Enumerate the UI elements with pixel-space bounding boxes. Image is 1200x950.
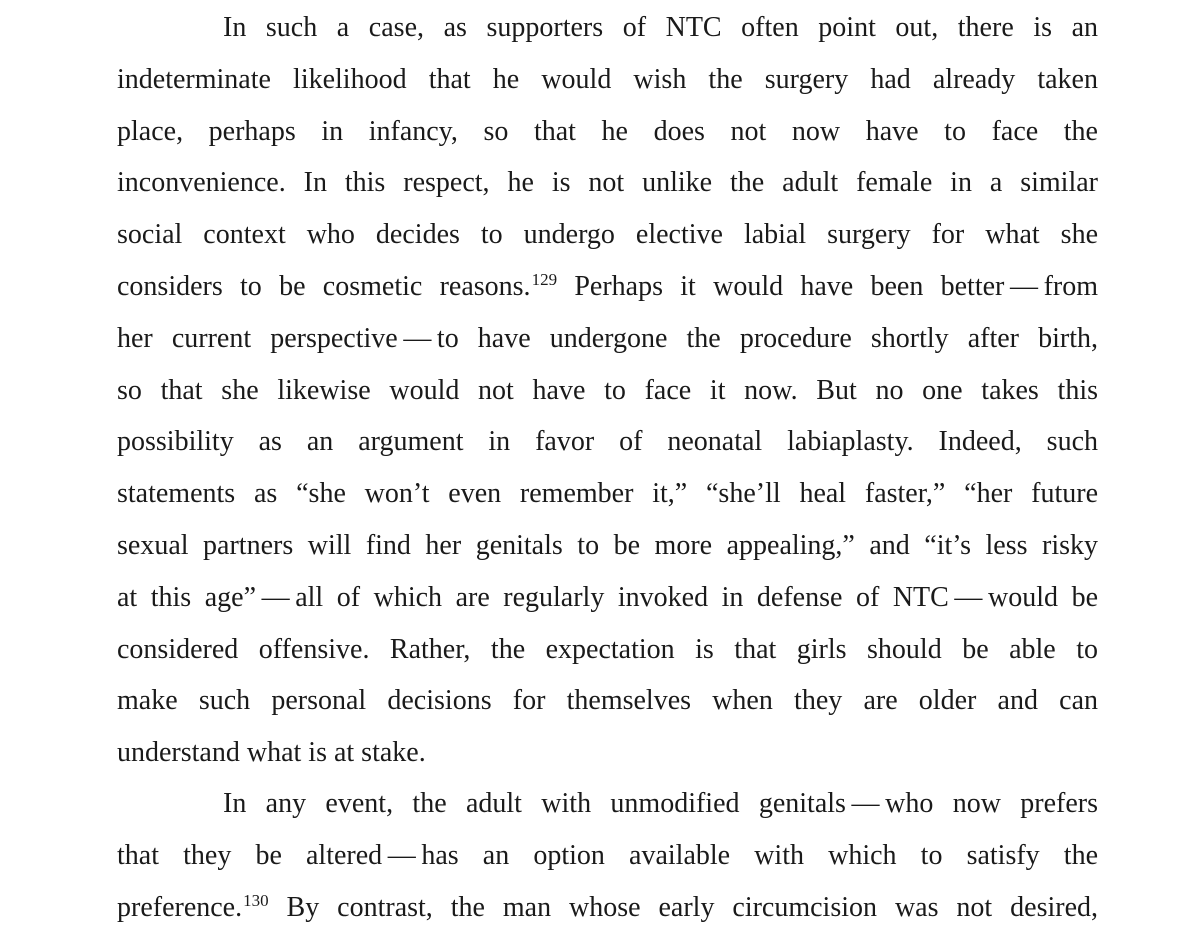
text-line: In any event, the adult with unmodified genitals — who now prefers bbox=[223, 788, 1098, 819]
text-line: at this age” — all of which are regularly invoked in defense of NTC — would be bbox=[117, 581, 1098, 613]
document-page bbox=[117, 0, 1098, 950]
text-line: her current perspective — to have undergone the procedure shortly after birth, bbox=[117, 322, 1098, 354]
text-line bbox=[117, 261, 1098, 313]
text-line: In such a case, as supporters of NTC often point out, there is an bbox=[223, 12, 1098, 43]
text-line: possibility as an argument in favor of neonatal labiaplasty. Indeed, such bbox=[117, 426, 1098, 458]
text-line: indeterminate likelihood that he would wish the surgery had already taken bbox=[117, 63, 1098, 95]
text-segment: Perhaps it would have been better — from bbox=[557, 270, 1098, 302]
text-line: sexual partners will find her genitals to be more appealing,” and “it’s less risky bbox=[117, 529, 1098, 561]
text-line: statements as “she won’t even remember it,” “she’ll heal faster,” “her future bbox=[117, 478, 1098, 510]
paragraph-1 bbox=[117, 2, 1098, 779]
text-segment: preference. bbox=[117, 891, 243, 923]
footnote-marker-130[interactable]: 130 bbox=[243, 890, 269, 910]
text-line: that they be altered — has an option available with which to satisfy the bbox=[117, 839, 1098, 871]
text-line: so that she likewise would not have to face it now. But no one takes this bbox=[117, 374, 1098, 406]
text-segment: By contrast, the man whose early circumcision was not desired, bbox=[268, 891, 1098, 923]
text-line: place, perhaps in infancy, so that he does not now have to face the bbox=[117, 115, 1098, 147]
text-line: understand what is at stake. bbox=[117, 737, 426, 769]
paragraph-2 bbox=[117, 778, 1098, 933]
text-line: considered offensive. Rather, the expectation is that girls should be able to bbox=[117, 633, 1098, 665]
text-segment: considers to be cosmetic reasons. bbox=[117, 270, 531, 302]
text-line: inconvenience. In this respect, he is not unlike the adult female in a similar bbox=[117, 167, 1098, 199]
text-line bbox=[117, 882, 1098, 934]
text-line: social context who decides to undergo elective labial surgery for what she bbox=[117, 219, 1098, 251]
text-line: make such personal decisions for themselves when they are older and can bbox=[117, 685, 1098, 717]
footnote-marker-129[interactable]: 129 bbox=[531, 269, 558, 289]
